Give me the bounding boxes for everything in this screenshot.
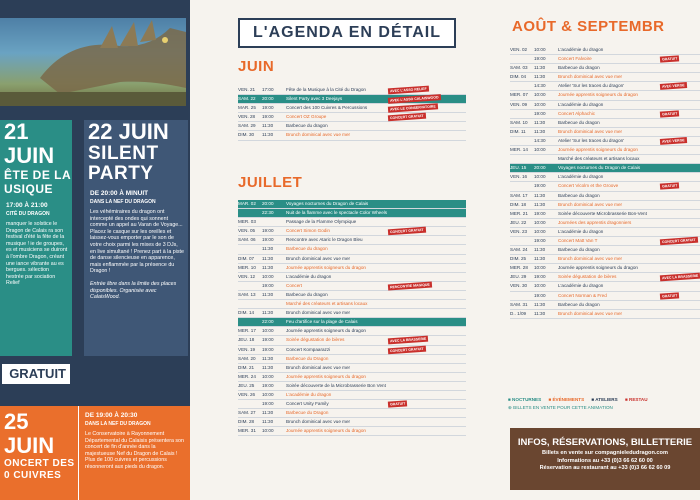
row-event: Passage de la Flamme Olympique [286,219,357,225]
silent-title-2: PARTY [88,163,154,184]
row-time: 10:00 [534,228,546,234]
agenda-row [238,245,466,254]
row-date: DIM. 21 [238,364,255,370]
row-date: MER. 31 [238,428,256,434]
row-time: 10:00 [262,391,274,397]
row-event: Concert Matt Van T [558,237,598,243]
row-time: 19:00 [262,237,274,243]
row-time: 11:30 [262,419,274,425]
row-tag: AVEC LA BRASSERIE [660,273,700,282]
row-time: 11:30 [262,291,274,297]
row-time: 10:00 [262,373,274,379]
row-event: L'académie du dragon [558,47,604,52]
row-event: Atelier 'Sur les traces du dragon' [558,137,625,143]
fete-title-2: USIQUE [4,182,54,196]
row-time: 11:30 [534,256,546,262]
row-date: SAM. 31 [510,301,528,307]
dragon-photo [0,18,186,106]
agenda-row [238,300,466,309]
row-time: 20:00 [262,201,274,206]
row-tag: AVEC VERGE [660,137,687,145]
left-panel [0,0,190,500]
agenda-row [238,282,466,291]
row-event: Journée apprentis soigneurs du dragon [558,92,638,98]
row-time: 10:00 [534,265,546,271]
agenda-row [510,192,700,201]
agenda-row [238,327,466,336]
row-date: MAR. 25 [238,105,256,111]
row-date: VEN. 12 [238,273,256,279]
agenda-row [510,210,700,219]
info-line-2: Informations au +33 (0)3 66 62 60 00 [557,457,653,464]
row-time: 10:00 [534,174,546,180]
agenda-row [510,310,700,319]
row-date: SAM. 06 [238,237,256,243]
row-time: 14:30 [534,83,546,89]
row-event: Brunch dominical avec vue mer [286,364,351,370]
row-event: Concert Alphachic [558,110,596,116]
row-time: 10:00 [262,273,274,279]
row-event: Voyages nocturnes du Dragon de Calais [286,201,369,206]
row-event: Nuit de la flamme avec le spectacle Color Wheels [286,210,388,216]
info-title: INFOS, RÉSERVATIONS, BILLETTERIE [517,437,693,448]
row-time: 10:00 [262,428,274,434]
row-time: 19:00 [534,237,546,243]
row-date: VEN. 23 [510,228,528,234]
row-event: Soirée dégustation de bières [558,274,617,280]
row-time: 19:00 [262,282,274,288]
row-date: D.. 1/09 [510,310,527,316]
juin-rows [238,86,466,141]
row-date: VEN. 05 [238,228,256,234]
row-time: 11:30 [534,310,546,316]
row-tag: GRATUIT [660,110,680,117]
row-date: DIM. 18 [510,201,527,207]
row-tag: GRATUIT [388,400,408,407]
silent-party-card [84,120,188,356]
row-tag: AVEC VERGE [660,82,687,90]
row-event: Brunch dominical avec vue mer [286,310,351,316]
row-event: Concert Vicolm et the Groove [558,183,619,189]
row-date: DIM. 14 [238,310,255,316]
row-time: 19:00 [262,382,274,388]
row-time: 20:00 [534,165,546,171]
agenda-row [238,336,466,345]
row-time: 20:00 [262,96,274,102]
row-date: SAM. 17 [510,192,528,198]
row-time: 11:30 [534,247,546,253]
agenda-row [238,264,466,273]
agenda-row [238,355,466,364]
agenda-row [510,237,700,246]
agenda-row [238,218,466,227]
concert-date: 25 JUIN [4,409,55,458]
row-time: 11:30 [262,410,274,416]
silent-body: Les véhémiraires du dragon ont intercepté des ondes qui sonnent comme un appel au Varan de Voyage... Placez le casque sur les oreilles et laissez-vous emporter par le son de votre choix parmi les mixes de 3 DJs, en live simultané ! Prenez part à la piste de danse silencieuse en apparence, mais enflammée par la présence du Dragon ! [90,209,184,275]
row-time: 11:30 [262,310,274,316]
row-date: VEN. 21 [238,87,256,92]
agenda-row [510,301,700,310]
row-event: Brunch dominical avec vue mer [558,74,623,80]
row-time: 10:00 [534,47,546,52]
row-date: MER. 14 [510,147,528,153]
row-time: 11:30 [534,119,546,125]
row-time: 19:00 [262,105,274,111]
aout-panel [500,0,700,500]
agenda-row [238,122,466,131]
agenda-row [510,246,700,255]
row-tag: AVEC LA BRASSERIE [388,336,429,345]
row-event: Brunch dominical avec vue mer [286,419,351,425]
legend-restau: ■ RESTAU [624,397,648,402]
row-time: 14:30 [534,137,546,143]
agenda-row [510,91,700,100]
row-tag: CONCERT GRATUIT [388,113,426,122]
row-time: 11:30 [534,201,546,207]
row-date: SAM. 29 [238,123,256,129]
row-event: L'académie du dragon [286,273,332,279]
row-time: 19:00 [534,292,546,298]
agenda-row [510,182,700,191]
fete-musique-card [0,120,72,356]
row-event: Concert des 100 Cuivres & Percussions [286,105,368,111]
row-time: 10:00 [262,328,274,334]
row-time: 19:00 [534,183,546,189]
row-tag: AVEC LE CONSERVATOIRE [388,103,438,112]
concert-time: DE 19:00 À 20:30 [85,412,138,419]
info-line-1: Billets en vente sur compagnieledudragon.com [542,450,668,456]
agenda-row [510,101,700,110]
agenda-row [510,155,700,164]
row-date: VEN. 28 [238,114,256,120]
agenda-row [238,382,466,391]
agenda-row [510,128,700,137]
agenda-row [510,146,700,155]
row-date: VEN. 02 [510,47,528,52]
agenda-row [238,273,466,282]
fete-title-1: ÊTE DE LA [4,168,72,182]
agenda-row [510,273,700,282]
agenda-row [238,227,466,236]
row-event: Journée apprentis soigneurs du dragon [286,328,366,334]
row-time: 22:00 [262,319,274,325]
row-date: MER. 07 [510,92,528,98]
silent-place: DANS LA NEF DU DRAGON [90,199,156,205]
row-event: Marché des créateurs et artisans locaux [286,301,368,307]
agenda-row [510,119,700,128]
row-event: Fête de la Musique à la Cité du Dragon [286,87,366,92]
row-event: Silent Party avec 3 Deejays [286,96,343,102]
agenda-row [510,110,700,119]
agenda-row [510,137,700,146]
row-tag: CONCERT GRATUIT [388,345,426,354]
row-date: VEN. 16 [510,174,528,180]
row-time: 19:00 [262,228,274,234]
row-date: SAM. 13 [238,291,256,297]
silent-note: Entrée libre dans la limite des places disponibles. Organisée avec CalaisWood. [90,280,177,301]
row-event: Concert OZ Groupe [286,114,327,120]
row-time: 11:30 [534,192,546,198]
row-event: Feu d'artifice sur la plage de Calais [286,319,358,325]
row-time: 19:00 [262,346,274,352]
agenda-row [238,209,466,218]
row-event: Barbecue du dragon [286,291,328,297]
agenda-row [238,427,466,436]
row-date: DIM. 04 [510,74,527,80]
concert-details [78,406,190,500]
row-time: 19:00 [534,210,546,216]
month-aout: AOÛT & SEPTEMBR [512,18,665,35]
agenda-row [510,64,700,73]
row-event: Brunch dominical avec vue mer [558,310,623,316]
row-event: Marché des créateurs et artisans locaux [558,156,640,162]
row-time: 19:00 [534,110,546,116]
row-time: 19:00 [262,114,274,120]
info-line-3: Réservation au restaurant au +33 (0)3 66 62 60 09 [539,465,671,471]
row-date: MER. 03 [238,219,256,225]
agenda-row [510,82,700,91]
row-time: 11:30 [534,65,546,71]
row-event: Concert Unity Family [286,401,329,407]
agenda-title: L'AGENDA EN DÉTAIL [238,18,456,48]
concert-title-2: 0 CUIVRES [4,470,62,481]
agenda-row [238,291,466,300]
agenda-row [510,46,700,55]
agenda-row [510,201,700,210]
concert-title-1: ONCERT DES [4,458,75,469]
row-time: 10:00 [534,283,546,289]
row-event: Journée apprentis soigneurs du dragon [286,373,366,379]
row-event: Concert Simon Godin [286,228,330,234]
row-date: JEU. 29 [510,274,527,280]
row-date: SAM. 20 [238,355,256,361]
row-event: L'académie du dragon [286,391,332,397]
agenda-row [510,55,700,64]
row-event: Concert Norman & Fred [558,292,607,298]
row-event: Concert Kompaarazzi [286,346,331,352]
row-date: DIM. 30 [238,132,255,138]
row-date: SAM. 27 [238,410,256,416]
row-time: 11:30 [534,74,546,80]
row-event: L'académie du dragon [558,228,604,234]
aout-rows [510,46,700,319]
row-time: 19:00 [534,56,546,62]
row-event: Barbecue du dragon [558,301,600,307]
agenda-row [510,173,700,182]
row-time: 11:30 [262,355,274,361]
row-time: 11:30 [262,132,274,138]
agenda-row [510,73,700,82]
row-event: Rencontre avec Ataric le Dragon Bleu [286,237,363,243]
row-time: 11:30 [262,364,274,370]
juillet-rows [238,200,466,436]
info-box [510,428,700,490]
row-date: VEN. 30 [510,283,528,289]
agenda-row [510,164,700,173]
row-event: Atelier 'Sur les traces du dragon' [558,83,625,89]
row-time: 10:00 [534,219,546,225]
row-event: Voyages nocturnes du Dragon de Calais [558,165,641,171]
row-event: Soirée dégustation de bières [286,337,345,343]
row-event: Soirée découverte Microbrasserie Bon-Vent [558,210,647,216]
agenda-row [238,131,466,140]
row-time: 11:30 [262,246,274,252]
row-tag: CONCERT GRATUIT [388,227,426,236]
row-date: VEN. 19 [238,346,256,352]
row-date: MER. 10 [238,264,256,270]
row-event: Journée apprentis soigneurs du dragon [558,265,638,271]
row-event: Barbecue du dragon [286,123,328,129]
row-event: Barbecue du Dragon [286,355,329,361]
row-time: 10:00 [534,92,546,98]
row-event: Barbecue du dragon [558,192,600,198]
row-date: MER. 24 [238,373,256,379]
agenda-row [238,391,466,400]
agenda-row [238,255,466,264]
row-tag: GRATUIT [660,292,680,299]
row-date: SAM. 03 [510,65,528,71]
row-time: 10:00 [534,147,546,153]
legend [508,396,700,412]
row-date: DIM. 11 [510,128,526,134]
row-time: 19:00 [262,401,274,407]
row-event: Brunch dominical avec vue mer [286,132,351,138]
row-time: 11:30 [262,123,274,129]
row-time: 11:30 [262,255,274,261]
row-event: Journée apprentis soigneurs du dragon [558,147,638,153]
row-time: 17:00 [262,87,274,92]
agenda-row [510,219,700,228]
row-event: Barbecue du dragon [558,65,600,71]
row-date: JEU. 22 [510,219,527,225]
row-date: MER. 28 [510,265,528,271]
agenda-row [510,264,700,273]
row-event: Journée apprentis soigneurs du dragon [286,428,366,434]
row-time: 11:30 [262,264,274,270]
row-date: MAR. 02 [238,201,256,206]
concert-body: Le Conservatoire à Rayonnement Départemental du Calaisis présentera son concert de fin d'année dans la majestueuse Nef du Dragon de Calais ! Plus de 100 cuivres et percussions résonneront aux pieds du dragon. [85,431,184,470]
row-date: MER. 21 [510,210,528,216]
row-time: 10:00 [534,101,546,107]
legend-ateliers: ■ ATELIERS [591,397,618,402]
row-event: Brunch dominical avec vue mer [558,201,623,207]
row-time: 22:30 [262,210,274,216]
row-time: 19:00 [534,274,546,280]
row-event: Journée apprentis soigneurs du dragon [286,264,366,270]
month-juin: JUIN [238,58,275,75]
row-tag: AVEC L'ASSO CALAISWOOD [388,94,441,104]
agenda-row [238,400,466,409]
row-event: Barbecue du Dragon [286,410,329,416]
agenda-row [238,200,466,209]
legend-note: ⊕ BILLETS EN VENTE POUR CETTE ANIMATION [508,405,613,410]
legend-evenements: ■ ÉVÉNEMENTS [548,397,585,402]
row-date: VEN. 26 [238,391,256,397]
fete-body: manquer le solstice le Dragon de Calais ra son festival d'été la fête de la musique ! ie de groupes, es et musiciens se duiront à l'ombre Dragon, créant une iance vibrante au es bergues. sélection hestrée par sociation Relief [6,221,68,287]
agenda-row [238,104,466,113]
row-date: VEN. 09 [510,101,528,107]
agenda-row [238,318,466,327]
agenda-row [238,418,466,427]
agenda-row [238,346,466,355]
row-date: JEU. 18 [238,337,255,343]
agenda-row [238,113,466,122]
agenda-row [238,409,466,418]
row-tag: CONCERT GRATUIT [660,237,698,246]
row-tag: GRATUIT [660,55,680,62]
agenda-row [238,309,466,318]
row-event: Brunch dominical avec vue mer [558,256,623,262]
row-date: MER. 17 [238,328,256,334]
month-juillet: JUILLET [238,174,303,191]
row-tag: RENCONTRE MAGIQUE [388,281,432,290]
row-event: Brunch dominical avec vue mer [558,128,623,134]
agenda-row [510,255,700,264]
row-date: DIM. 07 [238,255,255,261]
row-date: JEU. 25 [238,382,255,388]
row-date: DIM. 28 [238,419,255,425]
row-date: JEU. 15 [510,165,527,171]
row-tag: GRATUIT [660,183,680,190]
silent-time: DE 20:00 À MINUIT [90,190,149,197]
silent-date: 22 JUIN [88,120,169,144]
row-event: Concert Falvoire [558,56,592,62]
row-event: Journées des apprentis dragonniers [558,219,632,225]
legend-nocturnes: ■ NOCTURNES [508,397,542,402]
silent-title-1: SILENT [88,143,159,164]
row-time: 11:30 [534,128,546,134]
row-event: Barbecue du dragon [558,247,600,253]
row-date: SAM. 24 [510,247,528,253]
fete-place: CITÉ DU DRAGON [6,211,50,217]
row-event: Brunch dominical avec vue mer [286,255,351,261]
fete-date: 21 JUIN [4,120,55,168]
row-event: Soirée découverte de la Microbrasserie Bon Vent [286,382,386,388]
row-date: SAM. 22 [238,96,256,102]
row-event: L'académie du dragon [558,101,604,107]
row-date: SAM. 10 [510,119,528,125]
concert-place: DANS LA NEF DU DRAGON [85,421,151,427]
agenda-panel [196,0,476,500]
gratuit-label: GRATUIT [0,362,72,386]
agenda-row [238,236,466,245]
agenda-row [510,282,700,291]
row-time: 19:00 [262,337,274,343]
row-event: Barbecue du dragon [558,119,600,125]
row-tag: AVEC L'ASSO RELIEF [388,86,429,95]
agenda-row [510,292,700,301]
row-date: DIM. 25 [510,256,527,262]
row-event: Concert [286,282,303,288]
fete-time: 17:00 À 21:00 [6,202,48,209]
agenda-row [238,364,466,373]
agenda-row [510,228,700,237]
row-event: L'académie du dragon [558,174,604,180]
row-event: Barbecue du dragon [286,246,328,252]
agenda-row [238,373,466,382]
row-time: 11:30 [534,301,546,307]
row-event: L'académie du dragon [558,283,604,289]
